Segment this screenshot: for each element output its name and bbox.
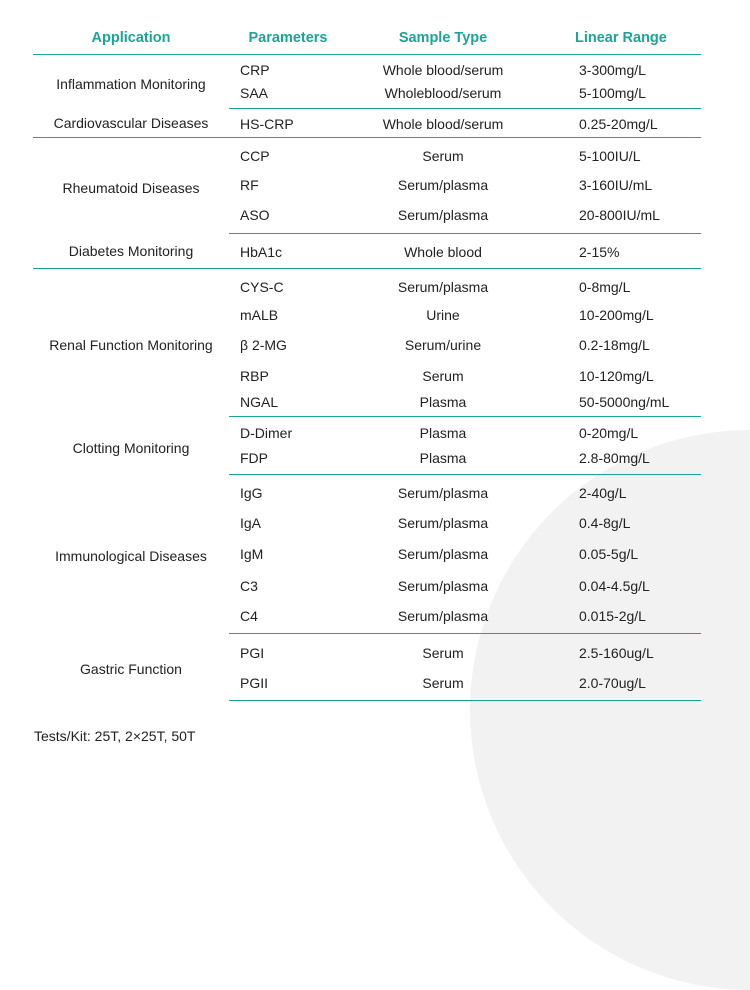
linear-range-cell: 2.5-160ug/L: [579, 645, 654, 662]
table-group: [33, 234, 701, 269]
linear-range-cell: 2-15%: [539, 234, 701, 269]
parameter-cell: CRP: [240, 61, 270, 78]
parameter-cell: RBP: [240, 368, 269, 384]
parameter-cell: RF: [240, 176, 259, 193]
parameter-cell: C4: [229, 602, 347, 634]
sample-type-cell: Serum/plasma: [397, 514, 489, 531]
application-cell: Clotting Monitoring: [72, 439, 190, 456]
sample-type-cell: Whole blood/serum: [347, 109, 539, 138]
sample-type-cell: Serum/plasma: [397, 484, 489, 501]
linear-range-cell: 50-5000ng/mL: [539, 391, 701, 417]
parameter-cell: PGII: [229, 669, 347, 701]
sample-type-cell: Plasma: [419, 425, 467, 442]
application-cell: Diabetes Monitoring: [33, 234, 229, 269]
linear-range-cell: 3-300mg/L: [579, 61, 646, 78]
linear-range-cell: 2-40g/L: [579, 484, 627, 501]
parameters-table: [33, 22, 701, 701]
table-header: [33, 22, 701, 55]
linear-range-cell: 0.4-8g/L: [579, 514, 631, 531]
linear-range-cell: 0.05-5g/L: [579, 546, 639, 562]
parameter-cell: C3: [240, 577, 258, 594]
table-row: [33, 269, 701, 302]
parameter-cell: HS-CRP: [229, 109, 347, 138]
parameter-cell: mALB: [240, 307, 279, 323]
application-cell: Cardiovascular Diseases: [33, 109, 229, 138]
linear-range-cell: 0.04-4.5g/L: [579, 577, 650, 594]
sample-type-cell: Serum/plasma: [397, 176, 489, 193]
parameter-cell: CCP: [240, 147, 270, 164]
linear-range-cell: 0-20mg/L: [579, 425, 639, 442]
parameter-cell: CYS-C: [240, 279, 284, 296]
sample-type-cell: Plasma: [347, 391, 539, 417]
tests-per-kit-note: Tests/Kit: 25T, 2×25T, 50T: [34, 728, 196, 744]
parameter-cell: SAA: [229, 81, 347, 109]
table-group: [33, 634, 701, 701]
linear-range-cell: 0.2-18mg/L: [579, 337, 650, 353]
table-group: [33, 417, 701, 475]
sample-type-cell: Serum: [422, 368, 464, 384]
table-group: [33, 109, 701, 138]
header-application: Application: [33, 22, 229, 55]
header-parameters: Parameters: [229, 22, 347, 55]
sample-type-cell: Serum/plasma: [347, 200, 539, 234]
parameter-cell: HbA1c: [229, 234, 347, 269]
header-linear-range: Linear Range: [539, 22, 701, 55]
table-group: [33, 55, 701, 109]
parameter-cell: PGI: [240, 645, 265, 662]
application-cell: Renal Function Monitoring: [49, 336, 213, 353]
header-sample-type: Sample Type: [347, 22, 539, 55]
application-cell: Inflammation Monitoring: [56, 75, 206, 92]
linear-range-cell: 5-100IU/L: [579, 147, 641, 164]
linear-range-cell: 10-120mg/L: [579, 368, 654, 384]
sample-type-cell: Urine: [426, 307, 460, 323]
parameter-cell: IgA: [240, 514, 262, 531]
table-row: [33, 138, 701, 170]
table-row: [33, 634, 701, 669]
sample-type-cell: Plasma: [347, 446, 539, 475]
sample-type-cell: Serum: [422, 147, 464, 164]
linear-range-cell: 0.015-2g/L: [539, 602, 701, 634]
parameter-cell: IgG: [240, 484, 263, 501]
table-row: [33, 417, 701, 446]
parameter-cell: NGAL: [229, 391, 347, 417]
table-row: [33, 55, 701, 81]
linear-range-cell: 2.8-80mg/L: [539, 446, 701, 475]
parameter-cell: β 2-MG: [240, 337, 287, 353]
table-group: [33, 269, 701, 417]
sample-type-cell: Serum/plasma: [397, 546, 489, 562]
linear-range-cell: 2.0-70ug/L: [539, 669, 701, 701]
sample-type-cell: Serum: [422, 645, 464, 662]
linear-range-cell: 5-100mg/L: [539, 81, 701, 109]
sample-type-cell: Serum/plasma: [347, 602, 539, 634]
sample-type-cell: Serum/plasma: [397, 279, 489, 296]
sample-type-cell: Serum/plasma: [397, 577, 489, 594]
linear-range-cell: 0.25-20mg/L: [539, 109, 701, 138]
table-group: [33, 475, 701, 634]
sample-type-cell: Serum/urine: [404, 337, 482, 353]
sample-type-cell: Whole blood: [347, 234, 539, 269]
table-row: [33, 109, 701, 138]
parameter-cell: D-Dimer: [240, 425, 293, 442]
parameter-cell: ASO: [229, 200, 347, 234]
application-cell: Immunological Diseases: [55, 548, 207, 564]
sample-type-cell: Serum: [347, 669, 539, 701]
linear-range-cell: 10-200mg/L: [579, 307, 654, 323]
parameter-cell: FDP: [229, 446, 347, 475]
sample-type-cell: Wholeblood/serum: [347, 81, 539, 109]
application-cell: Rheumatoid Diseases: [62, 179, 200, 196]
table-row: [33, 234, 701, 269]
table-group: [33, 138, 701, 234]
application-cell: Gastric Function: [80, 661, 182, 677]
linear-range-cell: 3-160IU/mL: [579, 176, 653, 193]
table-row: [33, 475, 701, 507]
linear-range-cell: 0-8mg/L: [579, 279, 631, 296]
sample-type-cell: Whole blood/serum: [382, 61, 504, 78]
linear-range-cell: 20-800IU/mL: [539, 200, 701, 234]
parameter-cell: IgM: [240, 546, 264, 562]
